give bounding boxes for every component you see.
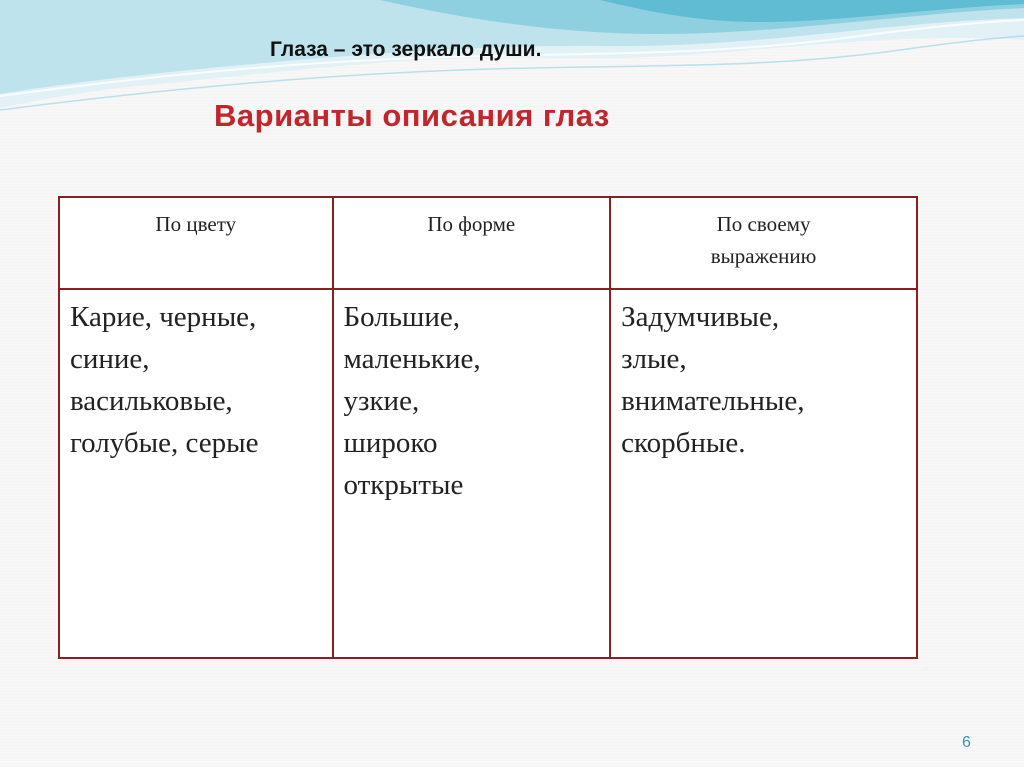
cell-line: Карие, черные, — [70, 301, 257, 333]
cell-line: открытые — [343, 469, 464, 501]
cell-line: синие, — [70, 343, 150, 375]
cell-line: голубые, серые — [70, 427, 259, 459]
cell-colors — [59, 289, 333, 658]
cell-line: широко — [343, 427, 438, 459]
header-line: выражению — [710, 244, 817, 268]
table-header-row — [59, 197, 917, 289]
header-line: По цвету — [155, 212, 237, 236]
cell-line: узкие, — [343, 385, 420, 417]
header-by-color — [59, 197, 333, 289]
cell-shapes — [333, 289, 611, 658]
cell-line: внимательные, — [621, 385, 805, 417]
header-by-expression — [610, 197, 917, 289]
cell-line: злые, — [621, 343, 687, 375]
page-number: 6 — [962, 734, 971, 751]
cell-line: Большие, — [343, 301, 460, 333]
table-row — [59, 289, 917, 658]
slide-title: Варианты описания глаз — [214, 98, 610, 133]
cell-expressions — [610, 289, 917, 658]
epigraph: Глаза – это зеркало души. — [270, 38, 542, 61]
cell-line: маленькие, — [343, 343, 481, 375]
eye-description-table — [58, 196, 918, 659]
cell-line: скорбные. — [621, 427, 746, 459]
header-line: По своему — [716, 212, 811, 236]
header-line: По форме — [427, 212, 516, 236]
cell-line: васильковые, — [70, 385, 233, 417]
header-by-shape — [333, 197, 611, 289]
cell-line: Задумчивые, — [621, 301, 780, 333]
